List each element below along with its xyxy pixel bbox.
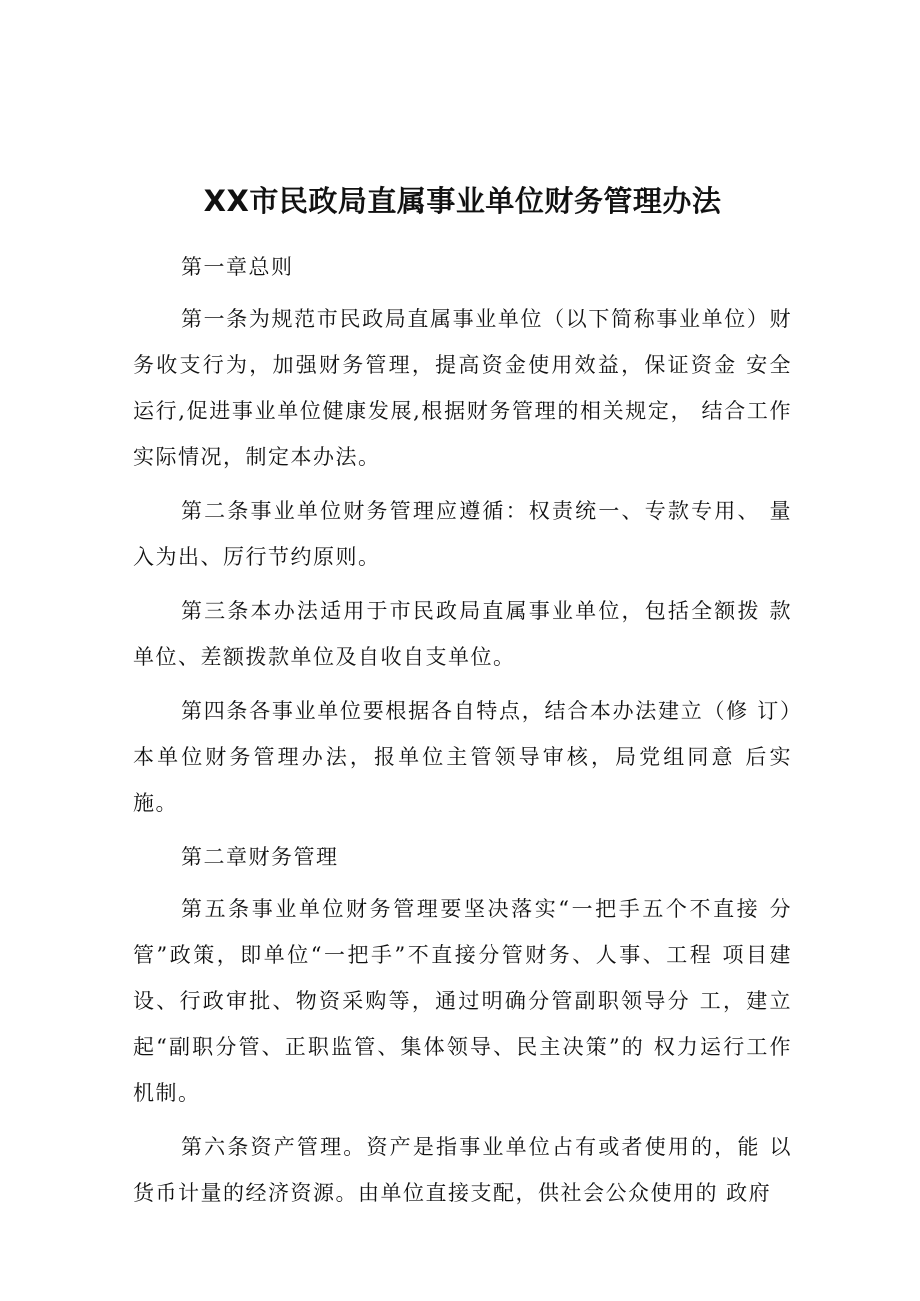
document-title: XX市民政局直属事业单位财务管理办法 [203, 184, 722, 218]
article-6: 第六条资产管理。资产是指事业单位占有或者使用的，能 以货币计量的经济资源。由单位直接支配，供社会公众使用的 政府 [133, 1135, 792, 1205]
article-1: 第一条为规范市民政局直属事业单位（以下简称事业单位）财务收支行为，加强财务管理，提高资金使用效益，保证资金 安全运行,促进事业单位健康发展,根据财务管理的相关规定， 结合工作实际情况，制定本办法。 [133, 307, 792, 469]
chapter-heading-2: 第二章财务管理 [181, 845, 339, 869]
article-4: 第四条各事业单位要根据各自特点，结合本办法建立（修 订）本单位财务管理办法，报单位主管领导审核，局党组同意 后实施。 [133, 699, 792, 815]
chapter-heading-1: 第一章总则 [181, 255, 294, 279]
article-5: 第五条事业单位财务管理要坚决落实“一把手五个不直接 分管”政策，即单位“一把手”不直接分管财务、人事、工程 项目建设、行政审批、物资采购等，通过明确分管副职领导分 工，建立起“副职分管、正职监管、集体领导、民主决策”的 权力运行工作机制。 [133, 897, 792, 1105]
article-3: 第三条本办法适用于市民政局直属事业单位，包括全额拨 款单位、差额拨款单位及自收自支单位。 [133, 599, 792, 669]
article-2: 第二条事业单位财务管理应遵循：权责统一、专款专用、 量入为出、厉行节约原则。 [133, 499, 792, 569]
